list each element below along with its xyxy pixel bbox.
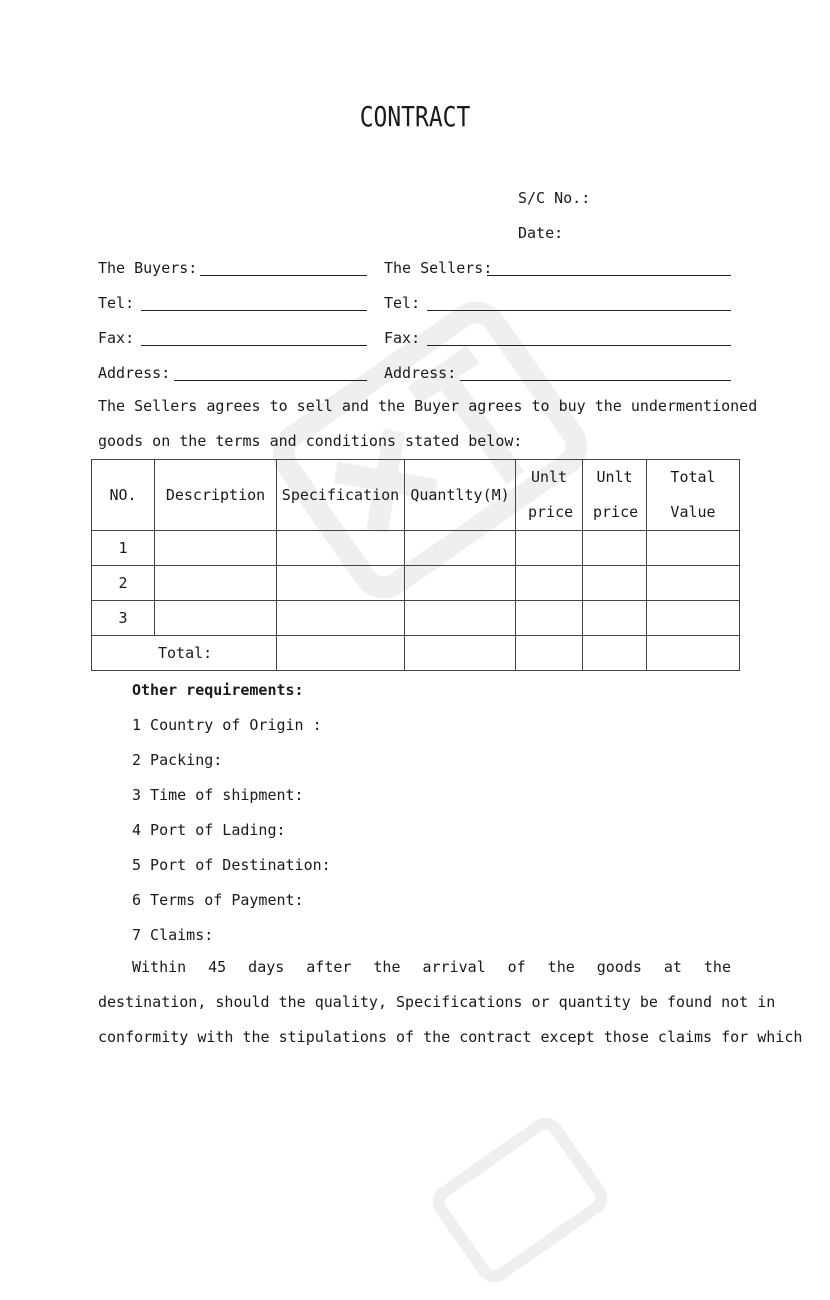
table-header-row [92,460,740,531]
total-cell[interactable] [516,636,583,671]
row-cell[interactable] [277,601,405,636]
row-no: 1 [92,531,155,566]
sc-no-label: S/C No.: [518,189,591,207]
row-cell[interactable] [583,531,647,566]
row-cell[interactable] [405,531,516,566]
sellers-fax-label: Fax: [384,329,421,347]
row-cell[interactable] [583,566,647,601]
goods-table [91,459,740,671]
buyers-address-field[interactable] [174,380,367,381]
buyers-fax-field[interactable] [141,345,367,346]
row-cell[interactable] [277,531,405,566]
header-quantity: Quantlty(M) [405,460,516,531]
buyers-tel-field[interactable] [141,310,367,311]
row-cell[interactable] [155,601,277,636]
total-cell[interactable] [583,636,647,671]
row-no: 3 [92,601,155,636]
header-description: Description [155,460,277,531]
requirements-heading: Other requirements: [132,681,304,699]
header-unit-price-2: Unlt price [583,460,647,531]
requirement-item: 7 Claims: [132,926,214,944]
sellers-field[interactable] [487,275,731,276]
intro-line-1: The Sellers agrees to sell and the Buyer agrees to buy the undermentioned [98,397,758,415]
row-cell[interactable] [405,601,516,636]
sellers-address-field[interactable] [460,380,731,381]
sellers-label: The Sellers: [384,259,493,277]
total-cell[interactable] [405,636,516,671]
row-cell[interactable] [647,531,740,566]
sellers-address-label: Address: [384,364,457,382]
watermark-logo-bottom [420,1100,620,1300]
row-cell[interactable] [583,601,647,636]
requirement-item: 6 Terms of Payment: [132,891,304,909]
table-row [92,531,740,566]
row-cell[interactable] [516,566,583,601]
header-specification: Specification [277,460,405,531]
row-cell[interactable] [155,531,277,566]
date-label: Date: [518,224,564,242]
table-row [92,601,740,636]
buyers-fax-label: Fax: [98,329,135,347]
sellers-tel-label: Tel: [384,294,421,312]
row-cell[interactable] [516,531,583,566]
row-cell[interactable] [647,601,740,636]
claims-line-3: conformity with the stipulations of the contract except those claims for which [98,1028,803,1046]
buyers-label: The Buyers: [98,259,198,277]
row-cell[interactable] [155,566,277,601]
claims-line-1: Within 45 days after the arrival of the goods at the [132,958,731,976]
header-unit-price-1: Unlt price [516,460,583,531]
sellers-fax-field[interactable] [427,345,731,346]
sellers-tel-field[interactable] [427,310,731,311]
row-no: 2 [92,566,155,601]
buyers-tel-label: Tel: [98,294,135,312]
claims-line-2: destination, should the quality, Specifications or quantity be found not in [98,993,776,1011]
requirement-item: 3 Time of shipment: [132,786,304,804]
row-cell[interactable] [647,566,740,601]
row-cell[interactable] [405,566,516,601]
header-no: NO. [92,460,155,531]
row-cell[interactable] [516,601,583,636]
requirement-item: 2 Packing: [132,751,223,769]
requirement-item: 4 Port of Lading: [132,821,286,839]
row-cell[interactable] [277,566,405,601]
requirement-item: 1 Country of Origin : [132,716,322,734]
total-label: Total: [92,636,277,671]
header-total-value: Total Value [647,460,740,531]
contract-title: CONTRACT [359,100,471,133]
total-cell[interactable] [647,636,740,671]
table-total-row [92,636,740,671]
buyers-field[interactable] [200,275,367,276]
buyers-address-label: Address: [98,364,171,382]
table-row [92,566,740,601]
intro-line-2: goods on the terms and conditions stated below: [98,432,523,450]
total-cell[interactable] [277,636,405,671]
requirement-item: 5 Port of Destination: [132,856,331,874]
